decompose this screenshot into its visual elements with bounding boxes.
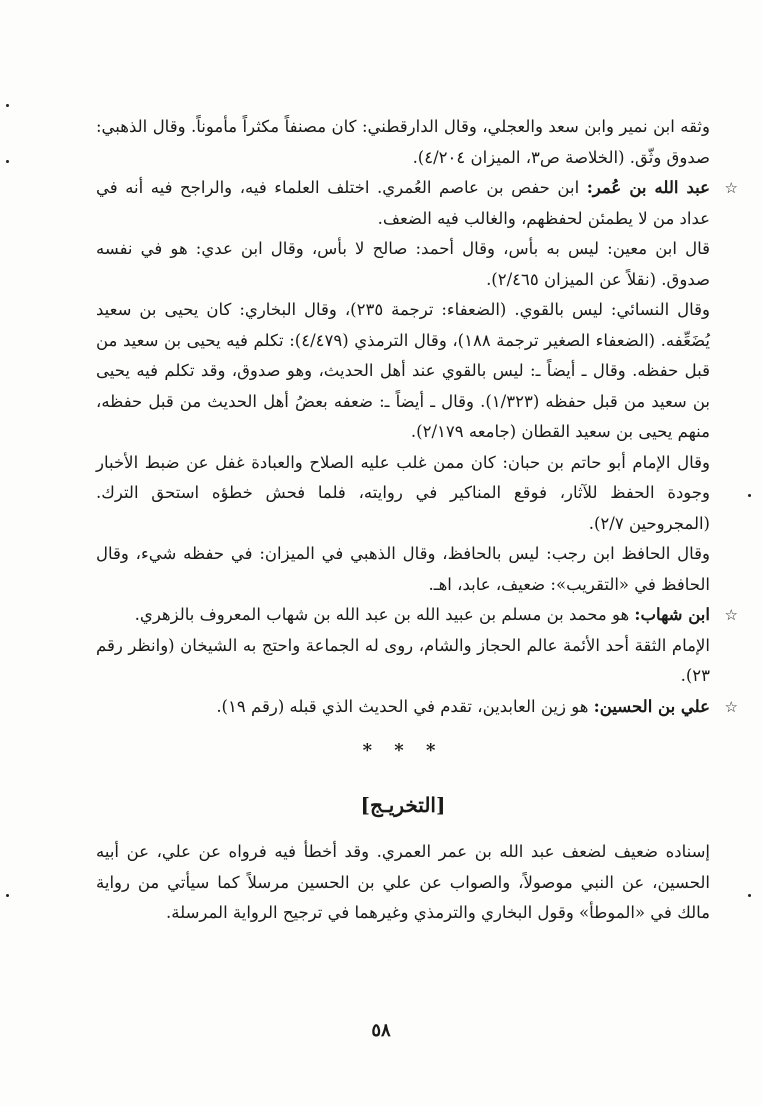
- paragraph: [96, 539, 710, 600]
- paragraph: [96, 631, 710, 692]
- scan-mark: [6, 160, 9, 163]
- star-icon: ☆: [724, 606, 738, 624]
- narrator-name: علي بن الحسين:: [593, 696, 710, 716]
- paragraph: [96, 234, 710, 295]
- paragraph-text: قال ابن معين: ليس به بأس، وقال أحمد: صالح لا بأس، وقال ابن عدي: هو في نفسه صدوق. (نقلاً عن الميزان ٢/٤٦٥).: [96, 239, 710, 289]
- paragraph: [96, 295, 710, 448]
- narrator-entry: [96, 600, 738, 631]
- paragraph-text: هو محمد بن مسلم بن عبيد الله بن عبد الله بن شهاب المعروف بالزهري.: [134, 605, 635, 624]
- section-heading: [التخريـج]: [360, 793, 446, 817]
- page-number: ٥٨: [371, 1020, 391, 1041]
- narrator-entry: [96, 173, 738, 234]
- narrator-name: ابن شهاب:: [634, 605, 710, 624]
- takhrij-text: إسناده ضعيف لضعف عبد الله بن عمر العمري. وقد أخطأ فيه فرواه عن علي، عن أبيه الحسين، عن النبي موصولاً، والصواب عن علي بن الحسين مرسلاً كما سيأتي من رواية مالك في «الموطأ» وقول البخاري والترمذي وغيرهما في ترجيح الرواية المرسلة.: [96, 842, 710, 922]
- paragraph: [96, 837, 710, 929]
- scan-mark: [6, 104, 9, 107]
- narrator-entry: [96, 692, 738, 723]
- paragraph: [96, 112, 710, 173]
- star-icon: ☆: [724, 697, 738, 716]
- scan-mark: [748, 894, 751, 897]
- paragraph-text: هو زين العابدين، تقدم في الحديث الذي قبله (رقم ١٩).: [216, 696, 594, 716]
- paragraph-text: وقال الإمام أبو حاتم بن حبان: كان ممن غلب عليه الصلاح والعبادة غفل عن ضبط الأخبار وجودة الحفظ للآثار، فوقع المناكير في روايته، فلما فحش خطؤه استحق الترك. (المجروحين ٢/٧).: [96, 452, 710, 533]
- star-icon: ☆: [724, 179, 738, 197]
- paragraph-text: وثقه ابن نمير وابن سعد والعجلي، وقال الدارقطني: كان مصنفاً مكثراً مأموناً. وقال الذهبي: صدوق وثّق. (الخلاصة ص٣، الميزان ٤/٢٠٤).: [96, 117, 710, 167]
- narrator-name: عبد الله بن عُمر:: [586, 178, 710, 197]
- paragraph: [96, 448, 710, 540]
- paragraph-text: الإمام الثقة أحد الأئمة عالم الحجاز والشام، روى له الجماعة واحتج به الشيخان (وانظر رقم ٢٣).: [96, 635, 710, 685]
- paragraph-text: ابن حفص بن عاصم العُمري. اختلف العلماء فيه، والراجح فيه أنه في عداد من لا يطمئن لحفظهم، والغالب فيه الضعف.: [96, 178, 710, 228]
- paragraph-text: وقال النسائي: ليس بالقوي. (الضعفاء: ترجمة ٢٣٥)، وقال البخاري: كان يحيى بن سعيد يُضَعِّفه. (الضعفاء الصغير ترجمة ١٨٨)، وقال الترمذي (٤/٤٧٩): تكلم فيه يحيى بن سعيد من قبل حفظه. وقال ـ أيضاً ـ: ليس بالقوي عند أهل الحديث، وهو صدوق، وقد تكلم فيه يحيى بن سعيد من قبل حفظه (١/٣٢٣). وقال ـ أيضاً ـ: ضعفه بعضُ أهل الحديث من قبل حفظه، منهم يحيى بن سعيد القطان (جامعه ٢/١٧٩).: [96, 300, 710, 441]
- scan-mark: [748, 494, 751, 497]
- section-separator: * * *: [362, 740, 444, 761]
- document-page: [96, 112, 738, 929]
- paragraph-text: وقال الحافظ ابن رجب: ليس بالحافظ، وقال الذهبي في الميزان: في حفظه شيء، وقال الحافظ في «التقريب»: ضعيف، عابد، اهـ.: [96, 544, 710, 594]
- scan-mark: [6, 894, 9, 897]
